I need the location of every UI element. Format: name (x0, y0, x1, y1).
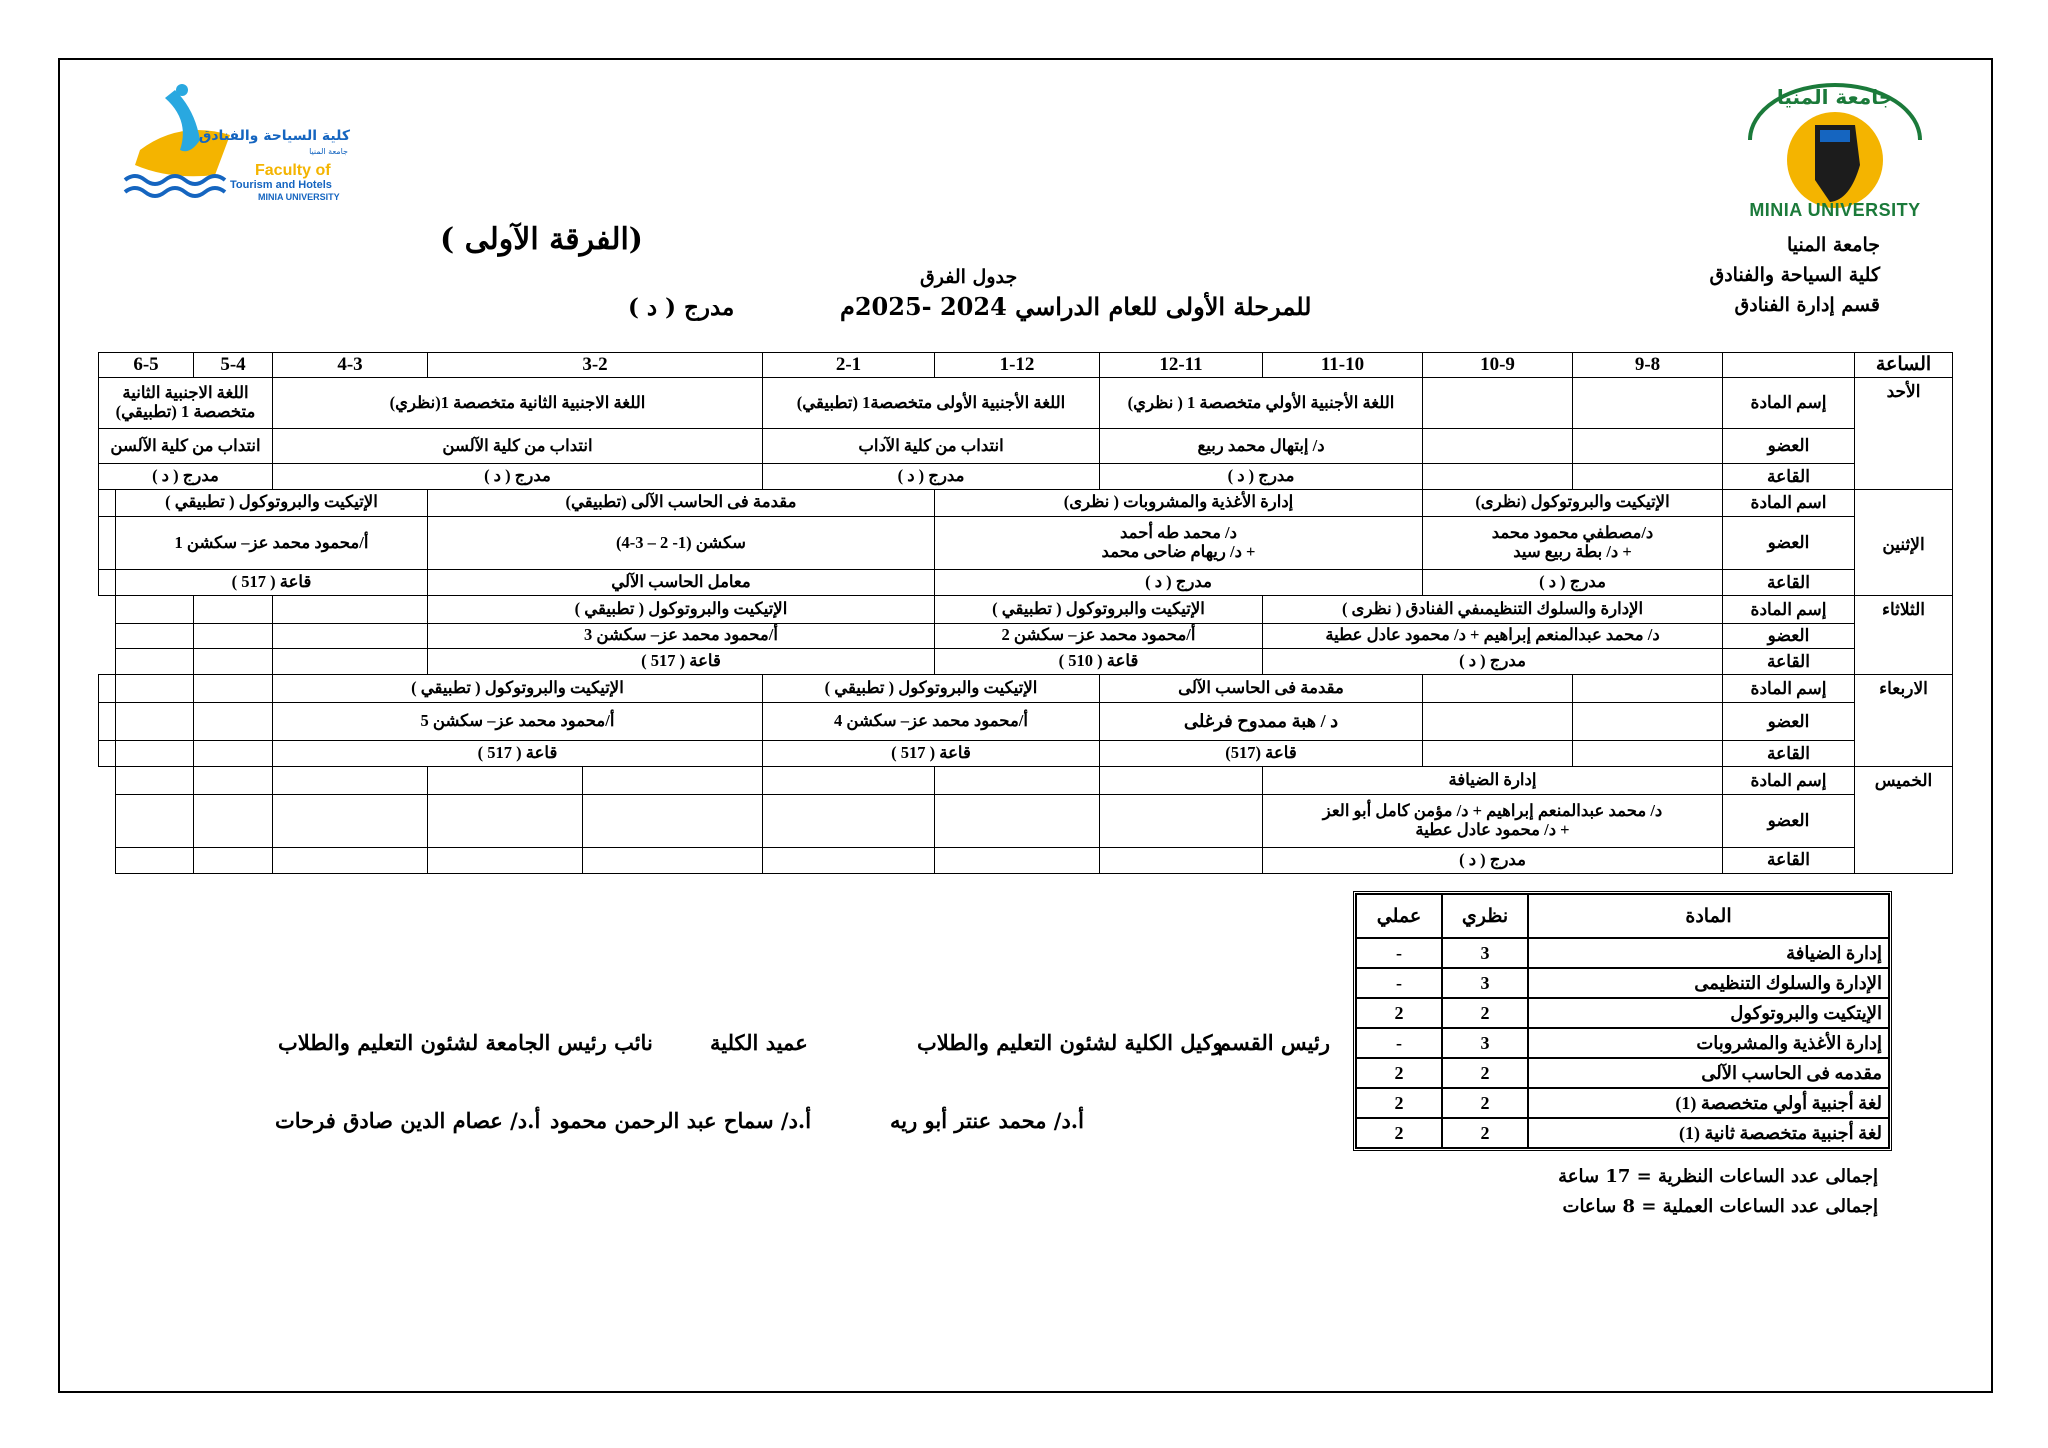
class-subject: إدارة الأغذية والمشروبات ( نظرى) (935, 489, 1423, 516)
class-room: معامل الحاسب الآلي (427, 569, 934, 595)
schedule-title: جدول الفرق (920, 266, 1018, 288)
row-label-subject: إسم المادة (1723, 675, 1855, 702)
empty-cell (272, 623, 427, 648)
summary-row (1356, 938, 1889, 968)
empty-cell (1423, 429, 1573, 464)
svg-text:جامعة المنيا: جامعة المنيا (309, 147, 348, 156)
time-corner-empty (1723, 353, 1855, 378)
summary-theory: 2 (1442, 1118, 1528, 1148)
empty-cell (1573, 429, 1723, 464)
empty-cell (193, 648, 272, 674)
svg-text:كلية السياحة والفنادق: كلية السياحة والفنادق (198, 128, 350, 144)
empty-cell (193, 794, 272, 847)
row-label-room: القاعة (1723, 464, 1855, 489)
empty-cell (99, 517, 116, 570)
svg-text:جامعة المنيا: جامعة المنيا (1776, 85, 1894, 109)
empty-cell (193, 675, 272, 702)
time-slot: 9-8 (1573, 353, 1723, 378)
class-room: مدرج ( د ) (935, 569, 1423, 595)
day-monday: الإثنين (1855, 489, 1953, 595)
empty-cell (193, 623, 272, 648)
time-header-row (99, 353, 1953, 378)
row-label-subject: إسم المادة (1723, 596, 1855, 623)
svg-text:MINIA UNIVERSITY: MINIA UNIVERSITY (258, 192, 340, 202)
empty-cell (1573, 378, 1723, 429)
empty-cell (115, 623, 193, 648)
summary-row (1356, 1088, 1889, 1118)
summary-practical: 2 (1356, 1088, 1442, 1118)
summary-subject: الإيتكيت والبروتوكول (1528, 998, 1889, 1028)
class-subject: إدارة الضيافة (1263, 767, 1723, 794)
empty-cell (935, 794, 1100, 847)
svg-text:Faculty of: Faculty of (255, 162, 331, 179)
class-subject: الإتيكيت والبروتوكول ( تطبيقي ) (763, 675, 1100, 702)
class-room: قاعة ( 517 ) (427, 648, 934, 674)
class-subject: اللغة الأجنبية الأولى متخصصة1 (تطبيقي) (763, 378, 1100, 429)
empty-cell (763, 794, 935, 847)
total-practical-hours: إجمالى عدد الساعات العملية = 8 ساعات (1562, 1196, 1878, 1217)
wednesday-room-row (99, 741, 1953, 767)
summary-row (1356, 1028, 1889, 1058)
class-member: أ/محمود محمد عز– سكشن 1 (115, 517, 427, 570)
class-member: أ/محمود محمد عز– سكشن 5 (272, 702, 762, 741)
wednesday-subject-row (99, 675, 1953, 702)
empty-cell (193, 847, 272, 873)
empty-cell (193, 596, 272, 623)
summary-header-row (1356, 894, 1889, 938)
member-line: + د/ ريهام ضاحى محمد (1101, 542, 1256, 561)
monday-member-row (99, 517, 1953, 570)
empty-cell (115, 648, 193, 674)
empty-cell (935, 767, 1100, 794)
class-subject: مقدمة فى الحاسب الآلى (تطبيقي) (427, 489, 934, 516)
empty-cell (1423, 702, 1573, 741)
time-slot: 4-3 (272, 353, 427, 378)
monday-subject-row (99, 489, 1953, 516)
thursday-room-row (99, 847, 1953, 873)
class-subject: اللغة الاجنبية الثانية متخصصة 1 (تطبيقي) (99, 378, 273, 429)
row-label-room: القاعة (1723, 569, 1855, 595)
empty-cell (427, 794, 582, 847)
faculty-name: كلية السياحة والفنادق (1709, 264, 1880, 286)
empty-cell (272, 767, 427, 794)
summary-subject: لغة أجنبية أولي متخصصة (1) (1528, 1088, 1889, 1118)
class-room: قاعة ( 510 ) (935, 648, 1263, 674)
empty-cell (272, 648, 427, 674)
class-room: قاعة ( 517 ) (115, 569, 427, 595)
row-label-member: العضو (1723, 429, 1855, 464)
sunday-member-row (99, 429, 1953, 464)
empty-cell (99, 741, 116, 767)
class-subject: الإتيكيت والبروتوكول ( تطبيقي ) (272, 675, 762, 702)
row-label-member: العضو (1723, 794, 1855, 847)
signature-name-vice-president: أ.د/ عصام الدين صادق فرحات (275, 1108, 541, 1133)
signature-title-head: رئيس القسم (1218, 1030, 1330, 1055)
class-subject: الإتيكيت والبروتوكول ( تطبيقي ) (427, 596, 934, 623)
summary-subject: إدارة الضيافة (1528, 938, 1889, 968)
empty-cell (99, 702, 116, 741)
time-slot: 10-9 (1423, 353, 1573, 378)
svg-text:Tourism and Hotels: Tourism and Hotels (230, 179, 332, 191)
summary-theory: 2 (1442, 1058, 1528, 1088)
summary-header-theory: نظري (1442, 894, 1528, 938)
empty-cell (115, 741, 193, 767)
empty-cell (115, 767, 193, 794)
summary-theory: 3 (1442, 968, 1528, 998)
member-line: + د/ محمود عادل عطية (1415, 819, 1570, 839)
summary-subject: الإدارة والسلوك التنظيمى (1528, 968, 1889, 998)
summary-row (1356, 1058, 1889, 1088)
summary-practical: - (1356, 1028, 1442, 1058)
summary-header-subject: المادة (1528, 894, 1889, 938)
signature-title-vice-dean: وكيل الكلية لشئون التعليم والطلاب (917, 1030, 1223, 1055)
class-member (935, 517, 1423, 570)
hall-label: مدرج ( د ) (628, 294, 735, 321)
class-member: انتداب من كلية الآداب (763, 429, 1100, 464)
class-member: أ/محمود محمد عز– سكشن 4 (763, 702, 1100, 741)
time-slot: 6-5 (99, 353, 194, 378)
class-subject: الإتيكيت والبروتوكول (نظرى) (1423, 489, 1723, 516)
empty-cell (99, 489, 116, 516)
sunday-subject-row (99, 378, 1953, 429)
empty-cell (99, 569, 116, 595)
sunday-room-row (99, 464, 1953, 489)
summary-practical: 2 (1356, 1118, 1442, 1148)
summary-header-practical: عملي (1356, 894, 1442, 938)
class-member: د/ إبتهال محمد ربيع (1100, 429, 1423, 464)
empty-cell (115, 702, 193, 741)
empty-cell (272, 847, 427, 873)
row-label-subject: إسم المادة (1723, 767, 1855, 794)
empty-cell (583, 847, 763, 873)
thursday-subject-row (99, 767, 1953, 794)
summary-theory: 2 (1442, 1088, 1528, 1118)
class-room: مدرج ( د ) (1263, 847, 1723, 873)
empty-cell (272, 794, 427, 847)
empty-cell (193, 702, 272, 741)
summary-theory: 2 (1442, 998, 1528, 1028)
time-slot: 3-2 (427, 353, 762, 378)
class-member: أ/محمود محمد عز– سكشن 3 (427, 623, 934, 648)
class-room: مدرج ( د ) (1263, 648, 1723, 674)
tuesday-room-row (99, 648, 1953, 674)
day-sunday: الأحد (1855, 378, 1953, 489)
empty-cell (427, 767, 582, 794)
class-member: سكشن (1- 2 – 3-4) (427, 517, 934, 570)
monday-room-row (99, 569, 1953, 595)
department-name: قسم إدارة الفنادق (1734, 294, 1880, 316)
class-room: مدرج ( د ) (272, 464, 762, 489)
time-slot: 2-1 (763, 353, 935, 378)
summary-theory: 3 (1442, 938, 1528, 968)
time-slot: 11-10 (1263, 353, 1423, 378)
empty-cell (115, 847, 193, 873)
class-room: قاعة (517) (1100, 741, 1423, 767)
empty-cell (1423, 378, 1573, 429)
empty-cell (427, 847, 582, 873)
class-member (1423, 517, 1723, 570)
class-member: انتداب من كلية الآلسن (99, 429, 273, 464)
member-line: د/ محمد عبدالمنعم إبراهيم + د/ مؤمن كامل أبو العز (1322, 800, 1663, 820)
member-line: د/ محمد طه أحمد (1120, 523, 1237, 543)
tuesday-subject-row (99, 596, 1953, 623)
class-subject: الإتيكيت والبروتوكول ( تطبيقي ) (935, 596, 1263, 623)
schedule-subtitle: للمرحلة الأولى للعام الدراسي 2024 -2025م (840, 292, 1312, 321)
wednesday-member-row (99, 702, 1953, 741)
class-subject: اللغة الاجنبية الثانية متخصصة 1(نظري) (272, 378, 762, 429)
class-member (1263, 794, 1723, 847)
tuesday-member-row (99, 623, 1953, 648)
time-slot: 5-4 (193, 353, 272, 378)
summary-row (1356, 998, 1889, 1028)
summary-practical: - (1356, 938, 1442, 968)
time-slot: 1-12 (935, 353, 1100, 378)
signature-name-vice-dean: أ.د/ محمد عنتر أبو ريه (890, 1108, 1084, 1133)
row-label-room: القاعة (1723, 847, 1855, 873)
empty-cell (1423, 741, 1573, 767)
university-name: جامعة المنيا (1787, 234, 1880, 256)
row-label-subject: اسم المادة (1723, 489, 1855, 516)
summary-row (1356, 968, 1889, 998)
empty-cell (1573, 702, 1723, 741)
hours-summary-table (1353, 891, 1892, 1151)
schedule-table (98, 352, 1953, 874)
empty-cell (583, 767, 763, 794)
empty-cell (763, 767, 935, 794)
class-subject: مقدمة فى الحاسب الآلى (1100, 675, 1423, 702)
class-member: انتداب من كلية الآلسن (272, 429, 762, 464)
time-slot: 12-11 (1100, 353, 1263, 378)
empty-cell (935, 847, 1100, 873)
summary-theory: 3 (1442, 1028, 1528, 1058)
class-subject: اللغة الأجنبية الأولي متخصصة 1 ( نظري) (1100, 378, 1423, 429)
thursday-member-row (99, 794, 1953, 847)
empty-cell (115, 596, 193, 623)
class-room: مدرج ( د ) (763, 464, 1100, 489)
empty-cell (193, 767, 272, 794)
signature-name-dean: أ.د/ سماح عبد الرحمن محمود (550, 1108, 812, 1133)
row-label-member: العضو (1723, 517, 1855, 570)
class-subject: الإدارة والسلوك التنظيمىفي الفنادق ( نظرى ) (1263, 596, 1723, 623)
empty-cell (193, 741, 272, 767)
class-room: مدرج ( د ) (99, 464, 273, 489)
day-thursday: الخميس (1855, 767, 1953, 874)
class-room: مدرج ( د ) (1423, 569, 1723, 595)
empty-cell (1573, 741, 1723, 767)
summary-subject: إدارة الأغذية والمشروبات (1528, 1028, 1889, 1058)
class-room: قاعة ( 517 ) (763, 741, 1100, 767)
row-label-member: العضو (1723, 623, 1855, 648)
empty-cell (1423, 675, 1573, 702)
empty-cell (99, 675, 116, 702)
empty-cell (763, 847, 935, 873)
total-theory-hours: إجمالى عدد الساعات النظرية = 17 ساعة (1558, 1166, 1878, 1187)
level-title: (الفرقة الآولى ) (440, 222, 643, 257)
row-label-member: العضو (1723, 702, 1855, 741)
class-room: قاعة ( 517 ) (272, 741, 762, 767)
class-room: مدرج ( د ) (1100, 464, 1423, 489)
class-member: د / هبة ممدوح فرغلى (1100, 702, 1423, 741)
class-subject: الإتيكيت والبروتوكول ( تطبيقي ) (115, 489, 427, 516)
day-wednesday: الاربعاء (1855, 675, 1953, 767)
empty-cell (1100, 794, 1263, 847)
summary-practical: 2 (1356, 998, 1442, 1028)
empty-cell (583, 794, 763, 847)
empty-cell (115, 794, 193, 847)
summary-practical: 2 (1356, 1058, 1442, 1088)
summary-practical: - (1356, 968, 1442, 998)
signature-title-dean: عميد الكلية (710, 1030, 808, 1055)
class-member: أ/محمود محمد عز– سكشن 2 (935, 623, 1263, 648)
empty-cell (1100, 847, 1263, 873)
summary-row (1356, 1118, 1889, 1148)
class-member: د/ محمد عبدالمنعم إبراهيم + د/ محمود عادل عطية (1263, 623, 1723, 648)
row-label-room: القاعة (1723, 741, 1855, 767)
summary-subject: مقدمه فى الحاسب الآلى (1528, 1058, 1889, 1088)
empty-cell (115, 675, 193, 702)
row-label-room: القاعة (1723, 648, 1855, 674)
time-corner-label: الساعة (1855, 353, 1953, 378)
empty-cell (1100, 767, 1263, 794)
row-label-subject: إسم المادة (1723, 378, 1855, 429)
member-line: + د/ بطة ربيع سيد (1513, 542, 1632, 561)
faculty-logo (120, 80, 360, 210)
empty-cell (1573, 675, 1723, 702)
empty-cell (272, 596, 427, 623)
empty-cell (1573, 464, 1723, 489)
empty-cell (1423, 464, 1573, 489)
university-logo-text: MINIA UNIVERSITY (1749, 200, 1921, 220)
summary-subject: لغة أجنبية متخصصة ثانية (1) (1528, 1118, 1889, 1148)
signature-title-vice-president: نائب رئيس الجامعة لشئون التعليم والطلاب (278, 1030, 653, 1055)
day-tuesday: الثلاثاء (1855, 596, 1953, 675)
member-line: د/مصطفي محمود محمد (1491, 523, 1654, 543)
